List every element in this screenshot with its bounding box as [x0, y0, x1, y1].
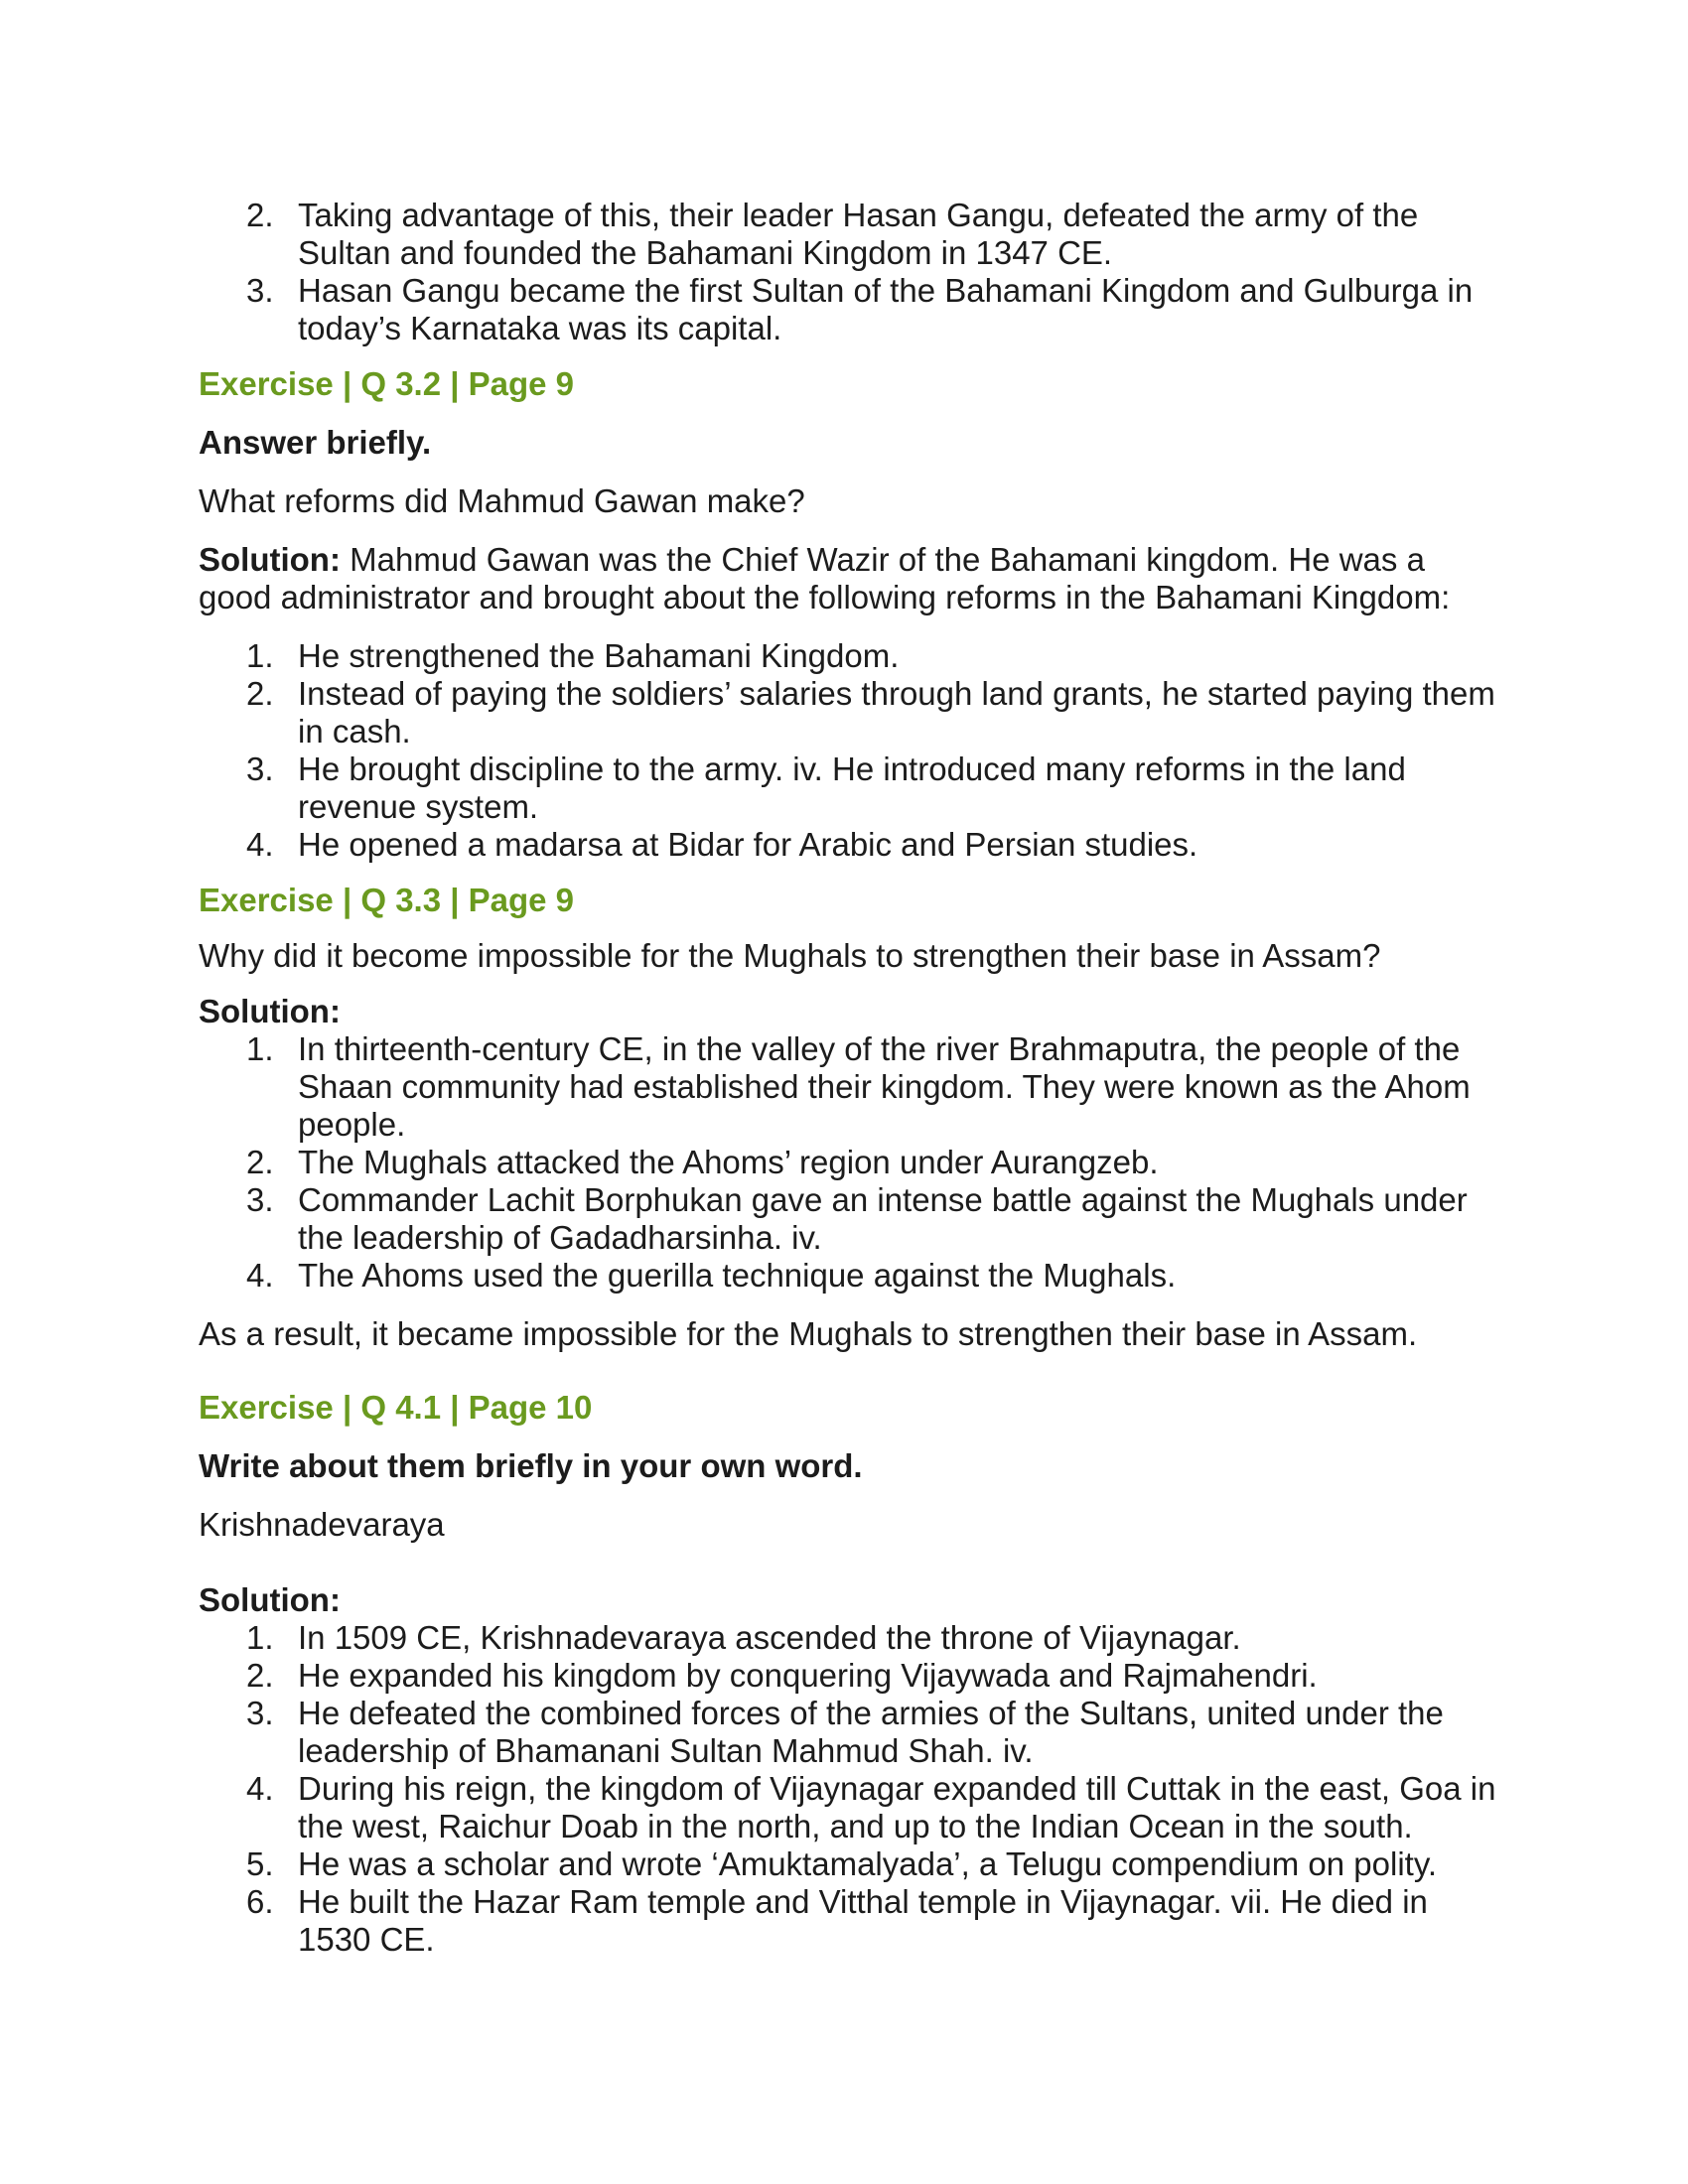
solution-list-q33 — [199, 1030, 1499, 1295]
question-q33: Why did it become impossible for the Mughals to strengthen their base in Assam? — [199, 937, 1381, 974]
list-item — [199, 1695, 1499, 1770]
list-item — [199, 1883, 1499, 1959]
exercise-heading-q33: Exercise | Q 3.3 | Page 9 — [199, 882, 575, 918]
list-item — [199, 272, 1499, 347]
exercise-heading-q41: Exercise | Q 4.1 | Page 10 — [199, 1389, 593, 1426]
list-item — [199, 1657, 1499, 1695]
document-page — [199, 197, 1499, 1959]
exercise-heading-q32: Exercise | Q 3.2 | Page 9 — [199, 365, 575, 402]
list-text: He brought discipline to the army. iv. He introduced many reforms in the land revenue system. — [298, 751, 1406, 825]
list-text: During his reign, the kingdom of Vijaynagar expanded till Cuttak in the east, Goa in the west, Raichur Doab in the north, and up to the Indian Ocean in the south. — [298, 1770, 1496, 1844]
list-item — [199, 197, 1499, 272]
list-item — [199, 1181, 1499, 1257]
list-number: 2. — [246, 197, 274, 233]
solution-list-q41 — [199, 1619, 1499, 1959]
list-text: Hasan Gangu became the first Sultan of the Bahamani Kingdom and Gulburga in today’s Karnataka was its capital. — [298, 272, 1474, 346]
list-number: 3. — [246, 1181, 274, 1218]
list-number: 4. — [246, 826, 274, 863]
solution-label-q41: Solution: — [199, 1581, 341, 1618]
intro-list — [199, 197, 1499, 347]
list-text: In 1509 CE, Krishnadevaraya ascended the throne of Vijaynagar. — [298, 1619, 1241, 1656]
list-text: In thirteenth-century CE, in the valley of the river Brahmaputra, the people of the Shaan community had established their kingdom. They were known as the Ahom people. — [298, 1030, 1471, 1143]
list-item — [199, 1144, 1499, 1181]
list-text: The Ahoms used the guerilla technique against the Mughals. — [298, 1257, 1177, 1294]
list-number: 3. — [246, 751, 274, 787]
list-number: 2. — [246, 1657, 274, 1694]
solution-text: Mahmud Gawan was the Chief Wazir of the Bahamani kingdom. He was a good administrator and brought about the following reforms in the Bahamani Kingdom: — [199, 541, 1451, 615]
conclusion-q33: As a result, it became impossible for the Mughals to strengthen their base in Assam. — [199, 1315, 1418, 1352]
list-text: Instead of paying the soldiers’ salaries through land grants, he started paying them in cash. — [298, 675, 1495, 750]
list-item — [199, 751, 1499, 826]
solution-label-q33: Solution: — [199, 993, 341, 1029]
list-number: 2. — [246, 675, 274, 712]
list-number: 3. — [246, 1695, 274, 1731]
list-item — [199, 1257, 1499, 1295]
question-q32: What reforms did Mahmud Gawan make? — [199, 482, 805, 519]
list-number: 4. — [246, 1770, 274, 1807]
list-item — [199, 1619, 1499, 1657]
instruction-q41: Write about them briefly in your own word. — [199, 1447, 863, 1484]
solution-label: Solution: — [199, 541, 341, 578]
list-number: 4. — [246, 1257, 274, 1294]
list-number: 1. — [246, 1619, 274, 1656]
list-number: 3. — [246, 272, 274, 309]
list-item — [199, 675, 1499, 751]
list-text: He strengthened the Bahamani Kingdom. — [298, 637, 900, 674]
list-text: Taking advantage of this, their leader Hasan Gangu, defeated the army of the Sultan and founded the Bahamani Kingdom in 1347 CE. — [298, 197, 1419, 271]
list-number: 6. — [246, 1883, 274, 1920]
list-text: He expanded his kingdom by conquering Vijaywada and Rajmahendri. — [298, 1657, 1318, 1694]
list-number: 1. — [246, 637, 274, 674]
instruction-q32: Answer briefly. — [199, 424, 432, 461]
list-text: The Mughals attacked the Ahoms’ region under Aurangzeb. — [298, 1144, 1159, 1180]
list-item — [199, 1030, 1499, 1144]
list-text: He was a scholar and wrote ‘Amuktamalyada’, a Telugu compendium on polity. — [298, 1845, 1438, 1882]
list-number: 1. — [246, 1030, 274, 1067]
list-number: 5. — [246, 1845, 274, 1882]
list-item — [199, 826, 1499, 864]
list-text: He built the Hazar Ram temple and Vitthal temple in Vijaynagar. vii. He died in 1530 CE. — [298, 1883, 1428, 1958]
solution-paragraph-q32 — [199, 541, 1499, 616]
list-text: He opened a madarsa at Bidar for Arabic and Persian studies. — [298, 826, 1198, 863]
list-text: Commander Lachit Borphukan gave an intense battle against the Mughals under the leadership of Gadadharsinha. iv. — [298, 1181, 1468, 1256]
list-item — [199, 1845, 1499, 1883]
list-number: 2. — [246, 1144, 274, 1180]
list-item — [199, 637, 1499, 675]
list-item — [199, 1770, 1499, 1845]
topic-q41: Krishnadevaraya — [199, 1506, 445, 1543]
list-text: He defeated the combined forces of the armies of the Sultans, united under the leadership of Bhamanani Sultan Mahmud Shah. iv. — [298, 1695, 1444, 1769]
solution-list-q32 — [199, 637, 1499, 864]
